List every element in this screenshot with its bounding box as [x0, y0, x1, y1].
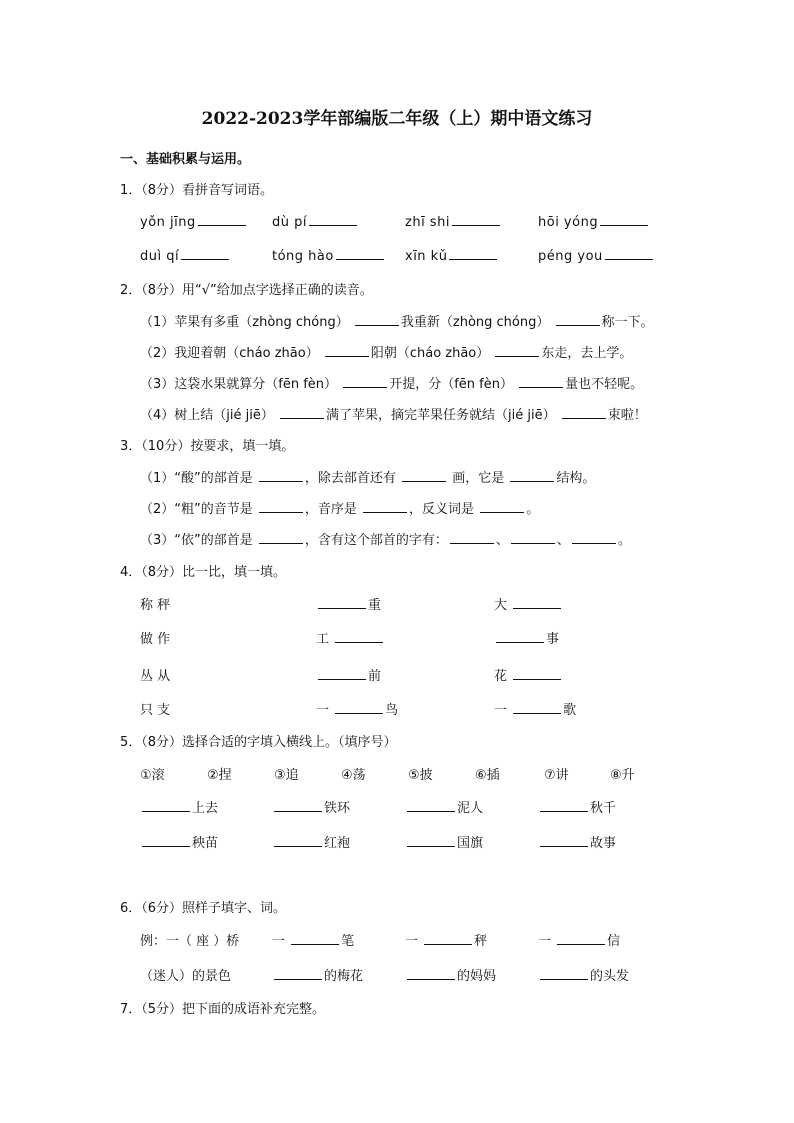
example-text: （迷人）的景色 [140, 969, 232, 984]
answer-blank[interactable] [181, 246, 229, 260]
answer-blank[interactable] [407, 833, 455, 847]
section-heading: 一、基础积累与运用。 [120, 152, 251, 167]
answer-blank[interactable] [198, 212, 246, 226]
compare-item: 重 [316, 594, 381, 613]
compare-item: 工 [316, 628, 385, 647]
pinyin-item: dù pí [272, 212, 359, 230]
question-2-line: （3）这袋水果就算分（fēn fèn） 开提，分（fēn fèn） 量也不轻呢。 [140, 373, 643, 392]
answer-blank[interactable] [335, 629, 383, 643]
answer-blank[interactable] [480, 499, 524, 513]
fill-item: 的梅花 [272, 965, 363, 984]
answer-blank[interactable] [259, 468, 303, 482]
answer-blank[interactable] [557, 931, 605, 945]
answer-blank[interactable] [519, 374, 563, 388]
option: ②捏 [207, 768, 232, 783]
question-1-heading: 1．（8分）看拼音写词语。 [120, 183, 274, 198]
fill-item: 一 秤 [405, 930, 487, 949]
answer-blank[interactable] [511, 530, 555, 544]
char-pair: 丛 从 [140, 669, 171, 684]
question-3-line: （1）“酸”的部首是 ，除去部首还有 画，它是 结构。 [140, 467, 595, 486]
answer-blank[interactable] [259, 499, 303, 513]
pinyin-item: duì qí [140, 246, 231, 264]
answer-blank[interactable] [274, 798, 322, 812]
question-2-line: （4）树上结（jié jiē） 满了苹果，摘完苹果任务就结（jié jiē） 束啦！ [140, 404, 647, 423]
answer-blank[interactable] [513, 700, 561, 714]
answer-blank[interactable] [280, 405, 324, 419]
answer-blank[interactable] [605, 246, 653, 260]
char-pair: 只 支 [140, 703, 171, 718]
answer-blank[interactable] [495, 343, 539, 357]
fill-item: 的妈妈 [405, 965, 496, 984]
answer-blank[interactable] [513, 595, 561, 609]
answer-blank[interactable] [274, 966, 322, 980]
char-pair: 做 作 [140, 632, 171, 647]
fill-item: 故事 [538, 832, 616, 851]
fill-item: 红袍 [272, 832, 350, 851]
fill-item: 泥人 [405, 797, 483, 816]
question-4-heading: 4．（8分）比一比，填一填。 [120, 565, 287, 580]
option: ⑧升 [610, 768, 635, 783]
question-2-heading: 2．（8分）用“√”给加点字选择正确的读音。 [120, 283, 373, 298]
question-3-line: （3）“依”的部首是 ，含有这个部首的字有： 、 、 。 [140, 529, 631, 548]
answer-blank[interactable] [309, 212, 357, 226]
compare-item: 花 [494, 665, 563, 684]
compare-item: 大 [494, 594, 563, 613]
answer-blank[interactable] [407, 798, 455, 812]
option: ⑦讲 [544, 768, 569, 783]
answer-blank[interactable] [402, 468, 446, 482]
answer-blank[interactable] [562, 405, 606, 419]
answer-blank[interactable] [318, 666, 366, 680]
answer-blank[interactable] [142, 833, 190, 847]
pinyin-item: yǒn jīng [140, 212, 248, 230]
compare-item: 一 歌 [494, 699, 576, 718]
question-2-line: （1）苹果有多重（zhòng chóng） 我重新（zhòng chóng） 称一下。 [140, 311, 654, 330]
question-6-heading: 6．（6分）照样子填字、词。 [120, 901, 287, 916]
answer-blank[interactable] [540, 798, 588, 812]
answer-blank[interactable] [336, 246, 384, 260]
answer-blank[interactable] [496, 629, 544, 643]
answer-blank[interactable] [318, 595, 366, 609]
compare-item: 前 [316, 665, 381, 684]
char-pair: 称 秤 [140, 598, 171, 613]
answer-blank[interactable] [572, 530, 616, 544]
answer-blank[interactable] [259, 530, 303, 544]
question-3-heading: 3．（10分）按要求，填一填。 [120, 439, 295, 454]
answer-blank[interactable] [449, 246, 497, 260]
answer-blank[interactable] [540, 966, 588, 980]
page-title: 2022-2023学年部编版二年级（上）期中语文练习 [201, 109, 593, 129]
answer-blank[interactable] [142, 798, 190, 812]
pinyin-item: tóng hào [272, 246, 386, 264]
fill-item: 的头发 [538, 965, 629, 984]
option: ⑥插 [475, 768, 500, 783]
fill-item: 国旗 [405, 832, 483, 851]
question-7-heading: 7．（5分）把下面的成语补充完整。 [120, 1002, 326, 1017]
answer-blank[interactable] [540, 833, 588, 847]
option: ①滚 [140, 768, 165, 783]
example-text: 例：一（ 座 ）桥 [140, 934, 240, 949]
answer-blank[interactable] [452, 212, 500, 226]
option: ④荡 [341, 768, 366, 783]
answer-blank[interactable] [513, 666, 561, 680]
answer-blank[interactable] [556, 312, 600, 326]
question-3-line: （2）“粗”的音节是 ，音序是 ，反义词是 。 [140, 498, 539, 517]
pinyin-item: péng you [538, 246, 655, 264]
answer-blank[interactable] [450, 530, 494, 544]
option: ⑤披 [408, 768, 433, 783]
answer-blank[interactable] [335, 700, 383, 714]
answer-blank[interactable] [291, 931, 339, 945]
answer-blank[interactable] [355, 312, 399, 326]
pinyin-item: xīn kǔ [405, 246, 499, 264]
answer-blank[interactable] [363, 499, 407, 513]
fill-item: 铁环 [272, 797, 350, 816]
answer-blank[interactable] [343, 374, 387, 388]
fill-item: 秧苗 [140, 832, 218, 851]
answer-blank[interactable] [325, 343, 369, 357]
fill-item: 上去 [140, 797, 218, 816]
fill-item: 秋千 [538, 797, 616, 816]
pinyin-item: hōi yóng [538, 212, 650, 230]
compare-item: 事 [494, 628, 559, 647]
fill-item: 一 笔 [272, 930, 354, 949]
answer-blank[interactable] [600, 212, 648, 226]
option: ③追 [274, 768, 299, 783]
question-2-line: （2）我迎着朝（cháo zhāo） 阳朝（cháo zhāo） 东走，去上学。 [140, 342, 632, 361]
answer-blank[interactable] [407, 966, 455, 980]
compare-item: 一 鸟 [316, 699, 398, 718]
answer-blank[interactable] [424, 931, 472, 945]
answer-blank[interactable] [274, 833, 322, 847]
question-5-heading: 5．（8分）选择合适的字填入横线上。（填序号） [120, 735, 397, 750]
answer-blank[interactable] [510, 468, 554, 482]
pinyin-item: zhī shi [405, 212, 502, 230]
fill-item: 一 信 [538, 930, 620, 949]
